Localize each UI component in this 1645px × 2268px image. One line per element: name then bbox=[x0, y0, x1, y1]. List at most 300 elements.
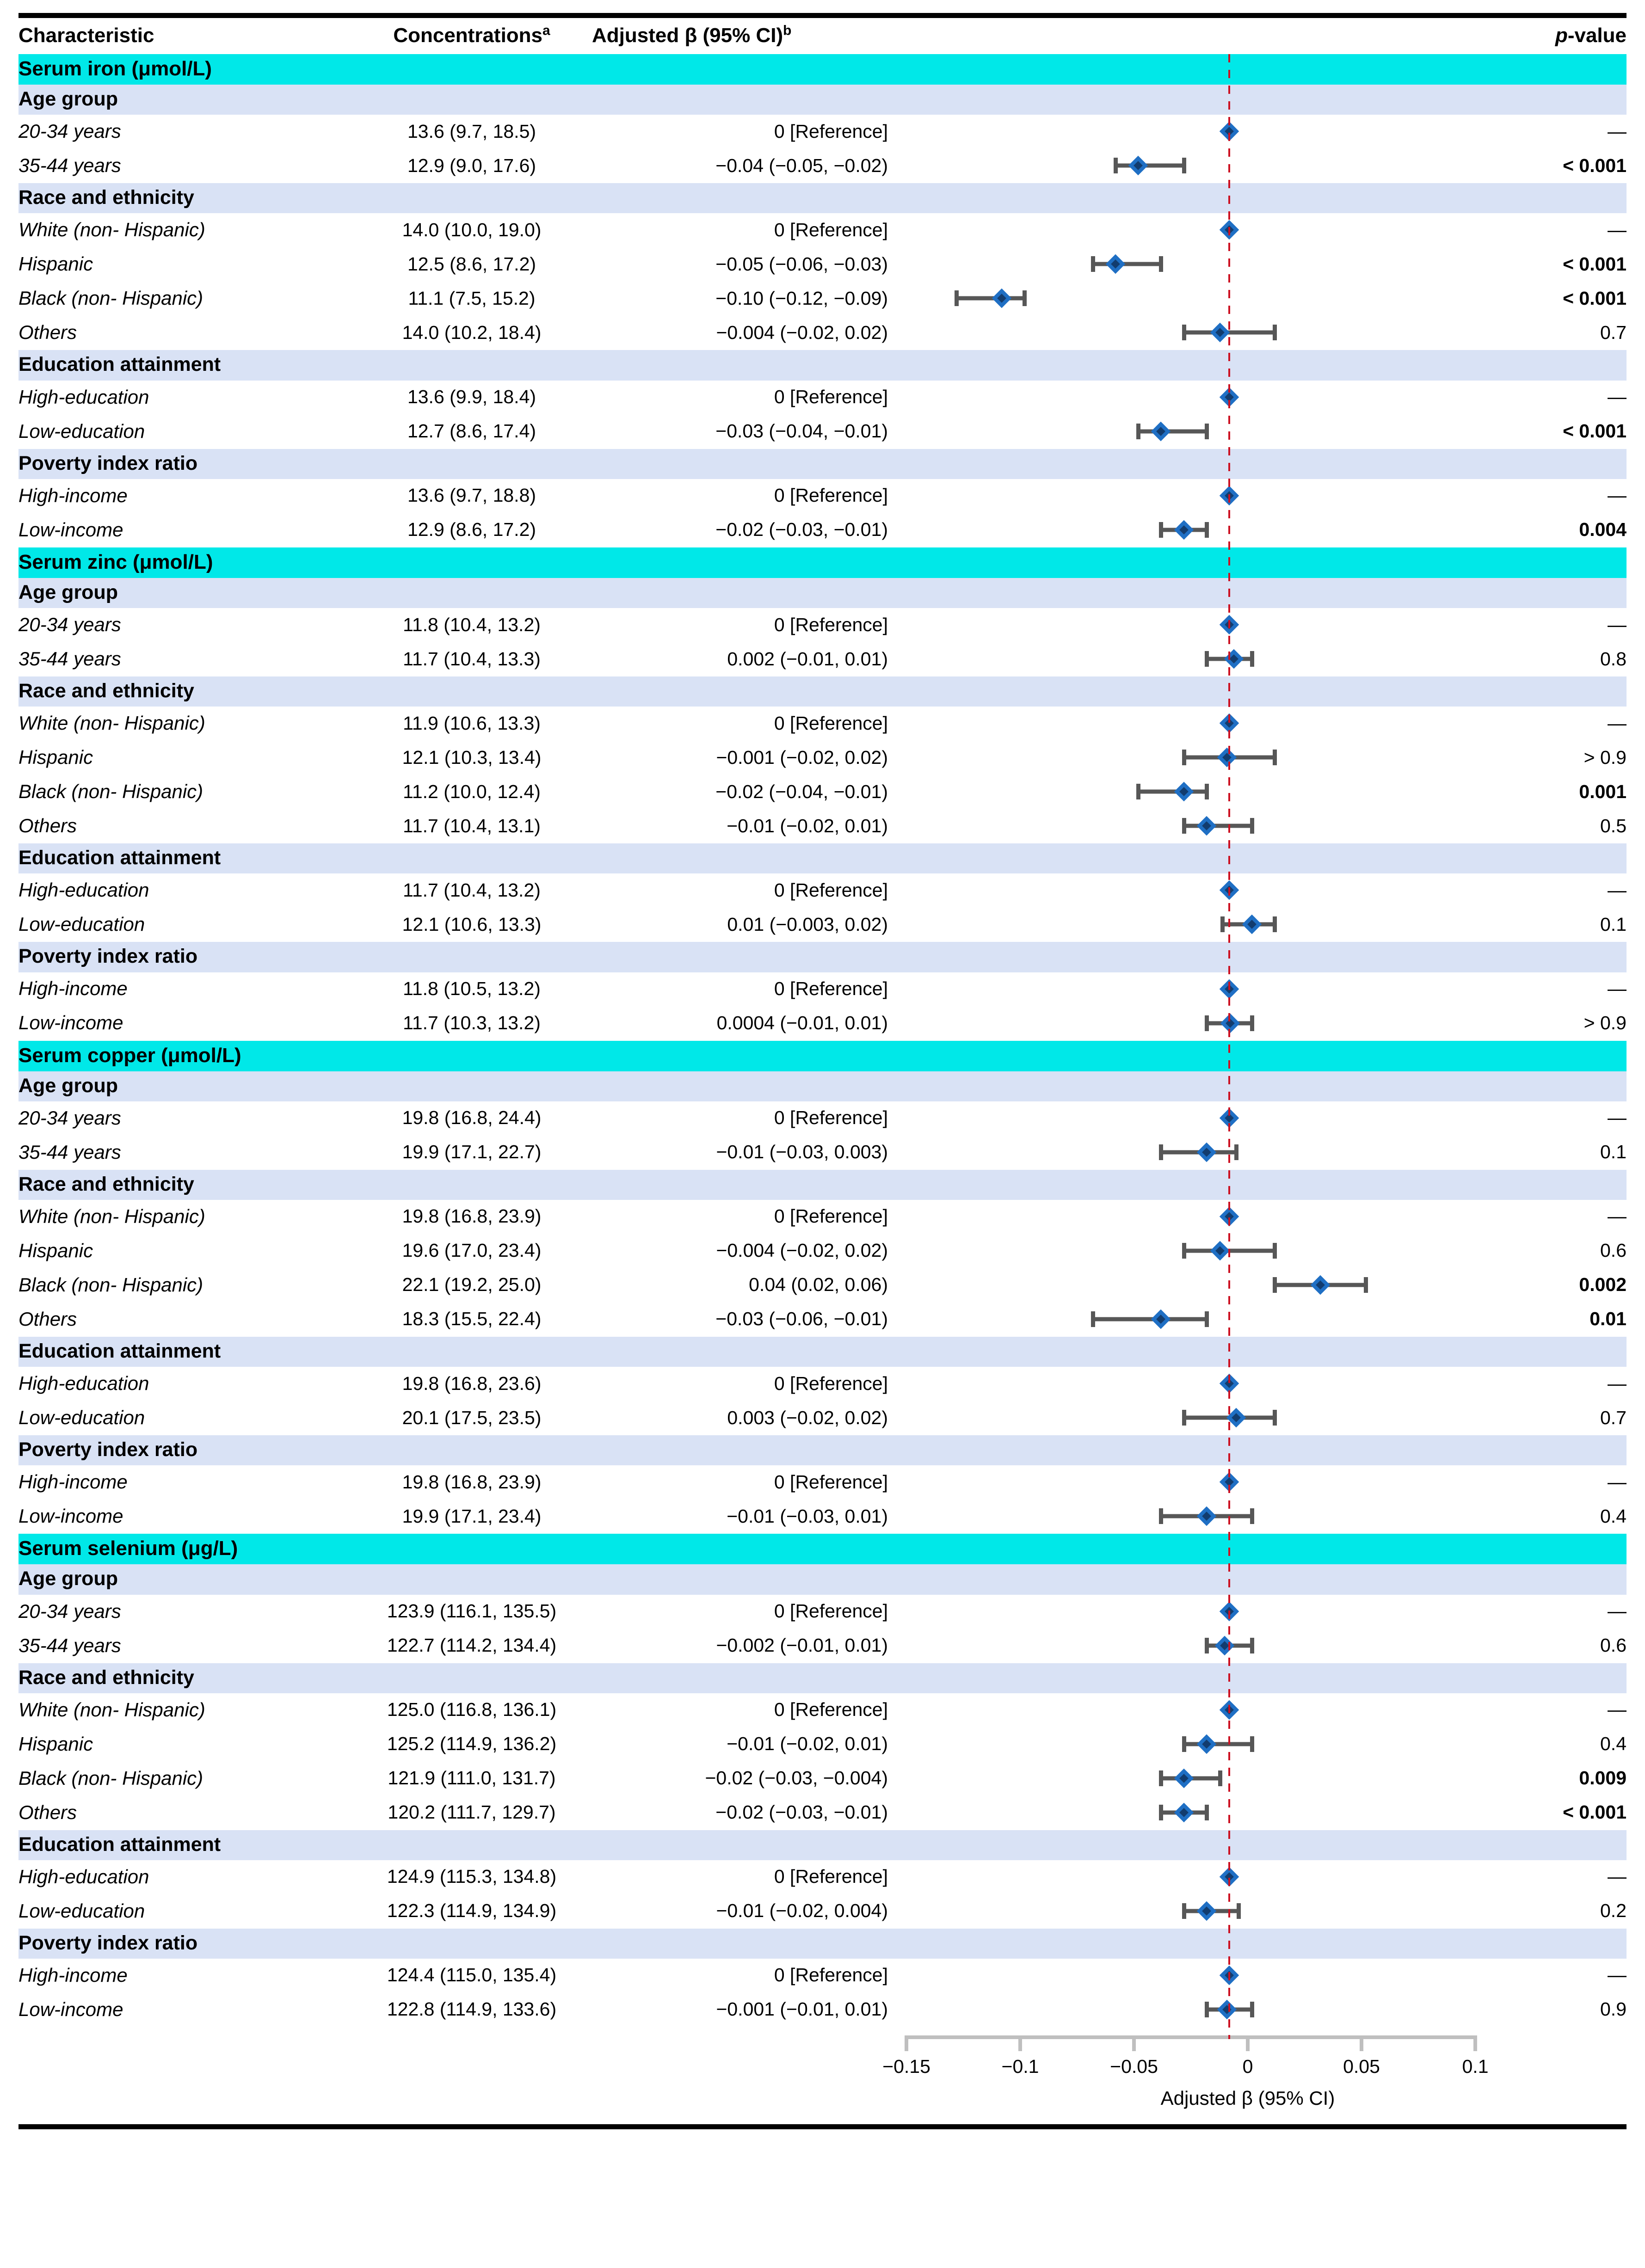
row-characteristic: High-education bbox=[18, 1367, 351, 1401]
row-pvalue: > 0.9 bbox=[1457, 1007, 1627, 1041]
row-pvalue: 0.8 bbox=[1457, 642, 1627, 676]
group-header-row bbox=[18, 183, 1627, 213]
row-adjusted-beta: 0.002 (−0.01, 0.01) bbox=[592, 642, 888, 676]
row-concentration: 125.0 (116.8, 136.1) bbox=[351, 1693, 592, 1727]
group-header-row bbox=[18, 1564, 1627, 1594]
table-row bbox=[18, 1101, 1627, 1136]
table-row bbox=[18, 642, 1627, 676]
group-title: Age group bbox=[18, 578, 1627, 608]
forest-plot-axis bbox=[18, 2027, 1627, 2124]
row-forest-marker bbox=[888, 1268, 1457, 1303]
row-characteristic: White (non- Hispanic) bbox=[18, 213, 351, 247]
row-forest-marker bbox=[888, 1762, 1457, 1796]
ci-cap-upper bbox=[1205, 784, 1209, 799]
group-header-row bbox=[18, 942, 1627, 972]
table-row bbox=[18, 1136, 1627, 1170]
axis-tick bbox=[905, 2035, 908, 2051]
row-concentration: 11.7 (10.3, 13.2) bbox=[351, 1007, 592, 1041]
row-adjusted-beta: 0 [Reference] bbox=[592, 1465, 888, 1500]
point-estimate-marker bbox=[992, 289, 1011, 308]
header-adjusted-beta-label: Adjusted β (95% CI) bbox=[592, 24, 783, 47]
ci-cap-upper bbox=[1273, 1410, 1277, 1426]
table-row bbox=[18, 1234, 1627, 1268]
ci-cap-upper bbox=[1237, 1903, 1241, 1919]
row-adjusted-beta: −0.03 (−0.04, −0.01) bbox=[592, 415, 888, 449]
ci-cap-lower bbox=[1091, 256, 1095, 272]
row-forest-marker bbox=[888, 775, 1457, 809]
group-title: Race and ethnicity bbox=[18, 183, 1627, 213]
point-estimate-marker bbox=[1220, 1700, 1239, 1720]
point-estimate-marker bbox=[1220, 615, 1239, 634]
row-concentration: 125.2 (114.9, 136.2) bbox=[351, 1727, 592, 1762]
group-title: Poverty index ratio bbox=[18, 449, 1627, 479]
table-row bbox=[18, 1465, 1627, 1500]
point-estimate-marker bbox=[1151, 421, 1171, 441]
ci-cap-upper bbox=[1023, 290, 1027, 306]
confidence-interval-bar bbox=[1138, 429, 1207, 433]
point-estimate-marker bbox=[1220, 1207, 1239, 1226]
row-adjusted-beta: −0.004 (−0.02, 0.02) bbox=[592, 316, 888, 350]
ci-cap-upper bbox=[1250, 2002, 1254, 2017]
row-adjusted-beta: 0.01 (−0.003, 0.02) bbox=[592, 908, 888, 942]
row-adjusted-beta: −0.03 (−0.06, −0.01) bbox=[592, 1303, 888, 1337]
row-characteristic: 20-34 years bbox=[18, 1101, 351, 1136]
row-pvalue: < 0.001 bbox=[1457, 1796, 1627, 1830]
forest-plot-table-figure bbox=[0, 13, 1645, 2268]
point-estimate-marker bbox=[1197, 1734, 1216, 1754]
row-concentration: 18.3 (15.5, 22.4) bbox=[351, 1303, 592, 1337]
row-pvalue: > 0.9 bbox=[1457, 741, 1627, 775]
group-header-row bbox=[18, 1929, 1627, 1959]
row-forest-marker bbox=[888, 316, 1457, 350]
point-estimate-marker bbox=[1220, 1108, 1239, 1128]
row-pvalue: — bbox=[1457, 479, 1627, 513]
row-adjusted-beta: 0 [Reference] bbox=[592, 972, 888, 1007]
row-forest-marker bbox=[888, 1303, 1457, 1337]
group-header-row bbox=[18, 85, 1627, 115]
ci-cap-upper bbox=[1205, 1311, 1209, 1327]
row-characteristic: 20-34 years bbox=[18, 115, 351, 149]
row-concentration: 11.9 (10.6, 13.3) bbox=[351, 707, 592, 741]
group-title: Age group bbox=[18, 1564, 1627, 1594]
row-forest-marker bbox=[888, 1200, 1457, 1234]
row-characteristic: White (non- Hispanic) bbox=[18, 1693, 351, 1727]
ci-cap-lower bbox=[1182, 818, 1186, 834]
table-row bbox=[18, 1595, 1627, 1629]
section-header-row bbox=[18, 1534, 1627, 1564]
row-adjusted-beta: −0.02 (−0.03, −0.01) bbox=[592, 513, 888, 547]
row-pvalue: 0.7 bbox=[1457, 316, 1627, 350]
row-characteristic: Low-education bbox=[18, 908, 351, 942]
row-pvalue: 0.001 bbox=[1457, 775, 1627, 809]
row-characteristic: 20-34 years bbox=[18, 608, 351, 642]
row-characteristic: High-income bbox=[18, 1959, 351, 1993]
table-row bbox=[18, 415, 1627, 449]
table-row bbox=[18, 1959, 1627, 1993]
row-concentration: 122.8 (114.9, 133.6) bbox=[351, 1993, 592, 2027]
axis-tick bbox=[1246, 2035, 1250, 2051]
table-row bbox=[18, 1993, 1627, 2027]
ci-cap-upper bbox=[1273, 325, 1277, 340]
ci-cap-upper bbox=[1182, 158, 1186, 173]
point-estimate-marker bbox=[1220, 1966, 1239, 1985]
group-header-row bbox=[18, 1663, 1627, 1693]
row-forest-marker bbox=[888, 1796, 1457, 1830]
group-header-row bbox=[18, 843, 1627, 873]
ci-cap-upper bbox=[1250, 1638, 1254, 1653]
point-estimate-marker bbox=[1174, 782, 1193, 801]
row-adjusted-beta: −0.02 (−0.03, −0.01) bbox=[592, 1796, 888, 1830]
row-adjusted-beta: 0 [Reference] bbox=[592, 707, 888, 741]
row-concentration: 11.2 (10.0, 12.4) bbox=[351, 775, 592, 809]
ci-cap-lower bbox=[1159, 522, 1163, 538]
row-forest-marker bbox=[888, 1693, 1457, 1727]
point-estimate-marker bbox=[1151, 1309, 1171, 1329]
ci-cap-lower bbox=[1159, 1508, 1163, 1524]
point-estimate-marker bbox=[1197, 1506, 1216, 1526]
ci-cap-upper bbox=[1273, 1243, 1277, 1259]
axis-tick-label: −0.15 bbox=[882, 2056, 930, 2077]
point-estimate-marker bbox=[1217, 2000, 1237, 2019]
row-pvalue: 0.7 bbox=[1457, 1401, 1627, 1435]
point-estimate-marker bbox=[1174, 1769, 1193, 1788]
row-forest-marker bbox=[888, 513, 1457, 547]
header-pvalue bbox=[1457, 18, 1627, 54]
point-estimate-marker bbox=[1224, 649, 1244, 669]
group-header-row bbox=[18, 1071, 1627, 1101]
table-row bbox=[18, 1693, 1627, 1727]
header-characteristic bbox=[18, 18, 351, 54]
row-concentration: 20.1 (17.5, 23.5) bbox=[351, 1401, 592, 1435]
row-pvalue: — bbox=[1457, 1693, 1627, 1727]
point-estimate-marker bbox=[1106, 254, 1125, 274]
row-pvalue: 0.9 bbox=[1457, 1993, 1627, 2027]
section-title: Serum iron (μmol/L) bbox=[18, 54, 1627, 85]
results-table bbox=[18, 18, 1627, 2027]
axis-tick-label: 0.05 bbox=[1343, 2056, 1380, 2077]
ci-cap-upper bbox=[1364, 1277, 1368, 1293]
row-concentration: 19.9 (17.1, 23.4) bbox=[351, 1500, 592, 1534]
row-adjusted-beta: 0 [Reference] bbox=[592, 1367, 888, 1401]
ci-cap-lower bbox=[1182, 750, 1186, 765]
row-adjusted-beta: −0.01 (−0.02, 0.01) bbox=[592, 809, 888, 843]
row-forest-marker bbox=[888, 1595, 1457, 1629]
row-adjusted-beta: −0.01 (−0.03, 0.003) bbox=[592, 1136, 888, 1170]
row-characteristic: Low-education bbox=[18, 1401, 351, 1435]
row-concentration: 13.6 (9.9, 18.4) bbox=[351, 381, 592, 415]
row-pvalue: < 0.001 bbox=[1457, 149, 1627, 183]
row-pvalue: — bbox=[1457, 608, 1627, 642]
row-pvalue: 0.2 bbox=[1457, 1894, 1627, 1929]
table-body bbox=[18, 54, 1627, 2027]
ci-cap-lower bbox=[1182, 325, 1186, 340]
row-adjusted-beta: −0.01 (−0.03, 0.01) bbox=[592, 1500, 888, 1534]
row-concentration: 123.9 (116.1, 135.5) bbox=[351, 1595, 592, 1629]
point-estimate-marker bbox=[1128, 156, 1148, 175]
ci-cap-upper bbox=[1250, 1736, 1254, 1752]
row-adjusted-beta: 0 [Reference] bbox=[592, 1693, 888, 1727]
row-forest-marker bbox=[888, 282, 1457, 316]
row-characteristic: 35-44 years bbox=[18, 642, 351, 676]
row-forest-marker bbox=[888, 1727, 1457, 1762]
ci-cap-lower bbox=[1114, 158, 1118, 173]
row-concentration: 11.1 (7.5, 15.2) bbox=[351, 282, 592, 316]
point-estimate-marker bbox=[1242, 915, 1262, 934]
header-adjusted-beta-footnote-marker: b bbox=[783, 23, 792, 38]
row-concentration: 122.7 (114.2, 134.4) bbox=[351, 1629, 592, 1663]
group-header-row bbox=[18, 1435, 1627, 1465]
table-row bbox=[18, 282, 1627, 316]
section-title: Serum selenium (μg/L) bbox=[18, 1534, 1627, 1564]
row-pvalue: < 0.001 bbox=[1457, 247, 1627, 282]
point-estimate-marker bbox=[1220, 122, 1239, 141]
row-pvalue: 0.004 bbox=[1457, 513, 1627, 547]
ci-cap-upper bbox=[1273, 750, 1277, 765]
row-pvalue: — bbox=[1457, 972, 1627, 1007]
row-forest-marker bbox=[888, 908, 1457, 942]
row-characteristic: High-education bbox=[18, 873, 351, 908]
row-characteristic: High-income bbox=[18, 479, 351, 513]
row-concentration: 124.4 (115.0, 135.4) bbox=[351, 1959, 592, 1993]
table-row bbox=[18, 1727, 1627, 1762]
ci-cap-upper bbox=[1159, 256, 1163, 272]
row-adjusted-beta: −0.10 (−0.12, −0.09) bbox=[592, 282, 888, 316]
table-row bbox=[18, 149, 1627, 183]
ci-cap-lower bbox=[1182, 1903, 1186, 1919]
row-adjusted-beta: 0 [Reference] bbox=[592, 873, 888, 908]
ci-cap-upper bbox=[1205, 1805, 1209, 1820]
row-characteristic: High-income bbox=[18, 1465, 351, 1500]
table-row bbox=[18, 1629, 1627, 1663]
axis-title: Adjusted β (95% CI) bbox=[1160, 2087, 1335, 2109]
row-adjusted-beta: −0.01 (−0.02, 0.004) bbox=[592, 1894, 888, 1929]
ci-cap-upper bbox=[1250, 1015, 1254, 1031]
row-characteristic: Low-education bbox=[18, 415, 351, 449]
confidence-interval-bar bbox=[956, 296, 1025, 301]
row-concentration: 12.7 (8.6, 17.4) bbox=[351, 415, 592, 449]
row-pvalue: — bbox=[1457, 707, 1627, 741]
row-characteristic: Low-education bbox=[18, 1894, 351, 1929]
row-forest-marker bbox=[888, 1993, 1457, 2027]
row-pvalue: 0.002 bbox=[1457, 1268, 1627, 1303]
axis-tick-label: −0.05 bbox=[1110, 2056, 1158, 2077]
table-row bbox=[18, 1401, 1627, 1435]
row-characteristic: Low-income bbox=[18, 1993, 351, 2027]
row-concentration: 14.0 (10.2, 18.4) bbox=[351, 316, 592, 350]
ci-cap-lower bbox=[1136, 784, 1140, 799]
point-estimate-marker bbox=[1197, 816, 1216, 836]
ci-cap-upper bbox=[1250, 1508, 1254, 1524]
table-row bbox=[18, 513, 1627, 547]
axis-tick-label: −0.1 bbox=[1001, 2056, 1039, 2077]
group-header-row bbox=[18, 350, 1627, 380]
table-row bbox=[18, 1200, 1627, 1234]
row-concentration: 12.9 (9.0, 17.6) bbox=[351, 149, 592, 183]
row-forest-marker bbox=[888, 1101, 1457, 1136]
row-characteristic: 35-44 years bbox=[18, 1629, 351, 1663]
row-pvalue: 0.4 bbox=[1457, 1500, 1627, 1534]
header-concentrations bbox=[351, 18, 592, 54]
ci-cap-lower bbox=[955, 290, 959, 306]
row-characteristic: Black (non- Hispanic) bbox=[18, 1268, 351, 1303]
row-forest-marker bbox=[888, 115, 1457, 149]
confidence-interval-bar bbox=[1138, 790, 1207, 794]
group-title: Race and ethnicity bbox=[18, 676, 1627, 707]
confidence-interval-bar bbox=[1115, 164, 1184, 168]
section-title: Serum copper (μmol/L) bbox=[18, 1041, 1627, 1071]
row-forest-marker bbox=[888, 1367, 1457, 1401]
row-adjusted-beta: 0.04 (0.02, 0.06) bbox=[592, 1268, 888, 1303]
row-pvalue: 0.6 bbox=[1457, 1629, 1627, 1663]
row-concentration: 11.8 (10.4, 13.2) bbox=[351, 608, 592, 642]
row-pvalue: — bbox=[1457, 1200, 1627, 1234]
row-characteristic: Hispanic bbox=[18, 741, 351, 775]
row-forest-marker bbox=[888, 873, 1457, 908]
ci-cap-lower bbox=[1159, 1770, 1163, 1786]
table-header-row bbox=[18, 18, 1627, 54]
row-forest-marker bbox=[888, 1959, 1457, 1993]
ci-cap-lower bbox=[1205, 651, 1209, 667]
table-row bbox=[18, 741, 1627, 775]
row-characteristic: Black (non- Hispanic) bbox=[18, 1762, 351, 1796]
group-header-row bbox=[18, 1170, 1627, 1200]
row-adjusted-beta: −0.001 (−0.01, 0.01) bbox=[592, 1993, 888, 2027]
row-pvalue: — bbox=[1457, 1595, 1627, 1629]
table-row bbox=[18, 908, 1627, 942]
row-forest-marker bbox=[888, 1401, 1457, 1435]
row-concentration: 19.8 (16.8, 24.4) bbox=[351, 1101, 592, 1136]
point-estimate-marker bbox=[1220, 713, 1239, 733]
row-concentration: 11.7 (10.4, 13.2) bbox=[351, 873, 592, 908]
point-estimate-marker bbox=[1220, 1601, 1239, 1621]
ci-cap-upper bbox=[1234, 1144, 1238, 1160]
group-title: Poverty index ratio bbox=[18, 1435, 1627, 1465]
row-forest-marker bbox=[888, 479, 1457, 513]
row-forest-marker bbox=[888, 381, 1457, 415]
point-estimate-marker bbox=[1197, 1143, 1216, 1162]
table-row bbox=[18, 1367, 1627, 1401]
row-concentration: 22.1 (19.2, 25.0) bbox=[351, 1268, 592, 1303]
header-adjusted-beta bbox=[592, 18, 1457, 54]
row-forest-marker bbox=[888, 972, 1457, 1007]
point-estimate-marker bbox=[1174, 520, 1193, 540]
point-estimate-marker bbox=[1226, 1408, 1246, 1427]
group-title: Race and ethnicity bbox=[18, 1663, 1627, 1693]
row-pvalue: — bbox=[1457, 381, 1627, 415]
group-header-row bbox=[18, 1830, 1627, 1860]
point-estimate-marker bbox=[1210, 1241, 1230, 1260]
ci-cap-lower bbox=[1182, 1243, 1186, 1259]
row-concentration: 11.8 (10.5, 13.2) bbox=[351, 972, 592, 1007]
ci-cap-lower bbox=[1182, 1736, 1186, 1752]
point-estimate-marker bbox=[1220, 1472, 1239, 1492]
row-characteristic: High-education bbox=[18, 1860, 351, 1894]
row-forest-marker bbox=[888, 741, 1457, 775]
table-bottom-rule bbox=[18, 2124, 1627, 2129]
point-estimate-marker bbox=[1220, 486, 1239, 505]
row-adjusted-beta: 0 [Reference] bbox=[592, 479, 888, 513]
row-adjusted-beta: −0.05 (−0.06, −0.03) bbox=[592, 247, 888, 282]
row-pvalue: — bbox=[1457, 1860, 1627, 1894]
table-row bbox=[18, 809, 1627, 843]
row-characteristic: Others bbox=[18, 1303, 351, 1337]
row-concentration: 121.9 (111.0, 131.7) bbox=[351, 1762, 592, 1796]
row-characteristic: White (non- Hispanic) bbox=[18, 707, 351, 741]
point-estimate-marker bbox=[1220, 387, 1239, 406]
section-title: Serum zinc (μmol/L) bbox=[18, 547, 1627, 578]
row-forest-marker bbox=[888, 707, 1457, 741]
point-estimate-marker bbox=[1220, 979, 1239, 998]
row-characteristic: 35-44 years bbox=[18, 1136, 351, 1170]
ci-cap-upper bbox=[1273, 916, 1277, 932]
row-characteristic: Hispanic bbox=[18, 1234, 351, 1268]
row-characteristic: Hispanic bbox=[18, 247, 351, 282]
ci-cap-upper bbox=[1205, 424, 1209, 439]
row-adjusted-beta: 0 [Reference] bbox=[592, 1959, 888, 1993]
row-forest-marker bbox=[888, 642, 1457, 676]
table-row bbox=[18, 1303, 1627, 1337]
row-adjusted-beta: 0.0004 (−0.01, 0.01) bbox=[592, 1007, 888, 1041]
row-forest-marker bbox=[888, 247, 1457, 282]
row-characteristic: Others bbox=[18, 809, 351, 843]
group-title: Race and ethnicity bbox=[18, 1170, 1627, 1200]
table-row bbox=[18, 381, 1627, 415]
axis-tick bbox=[1360, 2035, 1363, 2051]
group-header-row bbox=[18, 676, 1627, 707]
table-row bbox=[18, 1268, 1627, 1303]
row-concentration: 19.8 (16.8, 23.9) bbox=[351, 1200, 592, 1234]
row-forest-marker bbox=[888, 213, 1457, 247]
row-concentration: 19.8 (16.8, 23.6) bbox=[351, 1367, 592, 1401]
section-header-row bbox=[18, 547, 1627, 578]
section-header-row bbox=[18, 1041, 1627, 1071]
ci-cap-lower bbox=[1205, 1015, 1209, 1031]
confidence-interval-bar bbox=[1184, 824, 1252, 828]
section-header-row bbox=[18, 54, 1627, 85]
row-pvalue: 0.009 bbox=[1457, 1762, 1627, 1796]
group-title: Education attainment bbox=[18, 350, 1627, 380]
row-characteristic: Hispanic bbox=[18, 1727, 351, 1762]
row-adjusted-beta: −0.01 (−0.02, 0.01) bbox=[592, 1727, 888, 1762]
row-characteristic: White (non- Hispanic) bbox=[18, 1200, 351, 1234]
point-estimate-marker bbox=[1220, 1374, 1239, 1393]
row-adjusted-beta: 0.003 (−0.02, 0.02) bbox=[592, 1401, 888, 1435]
table-top-rule bbox=[18, 13, 1627, 18]
group-title: Education attainment bbox=[18, 1830, 1627, 1860]
table-row bbox=[18, 608, 1627, 642]
row-adjusted-beta: 0 [Reference] bbox=[592, 1595, 888, 1629]
table-row bbox=[18, 1007, 1627, 1041]
row-characteristic: High-education bbox=[18, 381, 351, 415]
row-characteristic: Low-income bbox=[18, 1007, 351, 1041]
ci-cap-upper bbox=[1218, 1770, 1222, 1786]
group-title: Education attainment bbox=[18, 843, 1627, 873]
axis-tick-label: 0.1 bbox=[1462, 2056, 1489, 2077]
table-row bbox=[18, 972, 1627, 1007]
header-pvalue-rest: -value bbox=[1567, 24, 1627, 47]
row-characteristic: Black (non- Hispanic) bbox=[18, 282, 351, 316]
row-forest-marker bbox=[888, 1894, 1457, 1929]
row-adjusted-beta: 0 [Reference] bbox=[592, 381, 888, 415]
point-estimate-marker bbox=[1215, 1635, 1234, 1655]
point-estimate-marker bbox=[1174, 1803, 1193, 1822]
group-header-row bbox=[18, 578, 1627, 608]
header-concentrations-label: Concentrations bbox=[393, 24, 543, 47]
row-concentration: 19.9 (17.1, 22.7) bbox=[351, 1136, 592, 1170]
row-pvalue: 0.4 bbox=[1457, 1727, 1627, 1762]
table-row bbox=[18, 873, 1627, 908]
row-concentration: 19.6 (17.0, 23.4) bbox=[351, 1234, 592, 1268]
